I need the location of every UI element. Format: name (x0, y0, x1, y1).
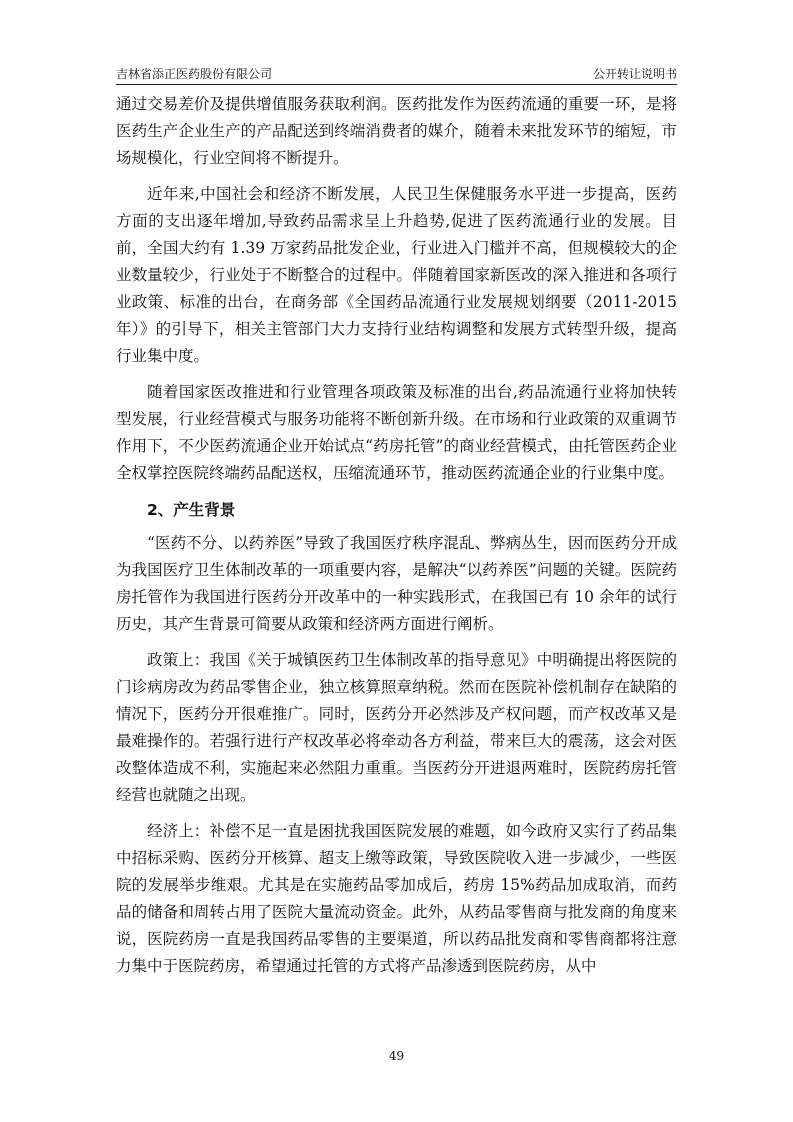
document-title: 公开转让说明书 (592, 67, 677, 81)
body-paragraph: 通过交易差价及提供增值服务获取利润。医药批发作为医药流通的重要一环，是将医药生产企业生产的产品配送到终端消费者的媒介，随着未来批发环节的缩短，市场规模化，行业空间将不断提升。 (116, 95, 677, 167)
company-name: 吉林省添正医药股份有限公司 (116, 67, 273, 81)
body-paragraph: 近年来,中国社会和经济不断发展，人民卫生保健服务水平进一步提高，医药方面的支出逐年增加,导致药品需求呈上升趋势,促进了医药流通行业的发展。目前，全国大约有 1.39 万家药品批发企业，行业进入门槛并不高，但规模较大的企业数量较少，行业处于不断整合的过程中。伴随着国家新医改的深入推进和各项行业政策、标准的出台，在商务部《全国药品流通行业发展规划纲要（2011-2015 年）》的引导下，相关主管部门大力支持行业结构调整和发展方式转型升级，提高行业集中度。 (116, 185, 677, 365)
body-paragraph: 经济上：补偿不足一直是困扰我国医院发展的难题，如今政府又实行了药品集中招标采购、医药分开核算、超支上缴等政策，导致医院收入进一步减少，一些医院的发展举步维艰。尤其是在实施药品零加成后，药房 15%药品加成取消，而药品的储备和周转占用了医院大量流动资金。此外，从药品零售商与批发商的角度来说，医院药房一直是我国药品零售的主要渠道，所以药品批发商和零售商都将注意力集中于医院药房，希望通过托管的方式将产品渗透到医院药房，从中 (116, 822, 677, 975)
page-number: 49 (388, 1049, 405, 1063)
section-heading: 2、产生背景 (147, 501, 236, 519)
page-body (116, 91, 677, 980)
body-paragraph: “医药不分、以药养医”导致了我国医疗秩序混乱、弊病丛生，因而医药分开成为我国医疗卫生体制改革的一项重要内容，是解决“以药养医”问题的关键。医院药房托管作为我国进行医药分开改革中的一种实践形式，在我国已有 10 余年的试行历史，其产生背景可简要从政策和经济两方面进行阐析。 (116, 534, 677, 633)
body-paragraph: 随着国家医改推进和行业管理各项政策及标准的出台,药品流通行业将加快转型发展，行业经营模式与服务功能将不断创新升级。在市场和行业政策的双重调节作用下，不少医药流通企业开始试点“药房托管”的商业经营模式，由托管医药企业全权掌控医院终端药品配送权，压缩流通环节，推动医药流通企业的行业集中度。 (116, 383, 677, 482)
body-paragraph: 政策上：我国《关于城镇医药卫生体制改革的指导意见》中明确提出将医院的门诊病房改为药品零售企业，独立核算照章纳税。然而在医院补偿机制存在缺陷的情况下，医药分开很难推广。同时，医药分开必然涉及产权问题，而产权改革又是最难操作的。若强行进行产权改革必将牵动各方利益，带来巨大的震荡，这会对医改整体造成不利，实施起来必然阻力重重。当医药分开进退两难时，医院药房托管经营也就随之出现。 (116, 651, 677, 804)
page-header (116, 64, 677, 85)
